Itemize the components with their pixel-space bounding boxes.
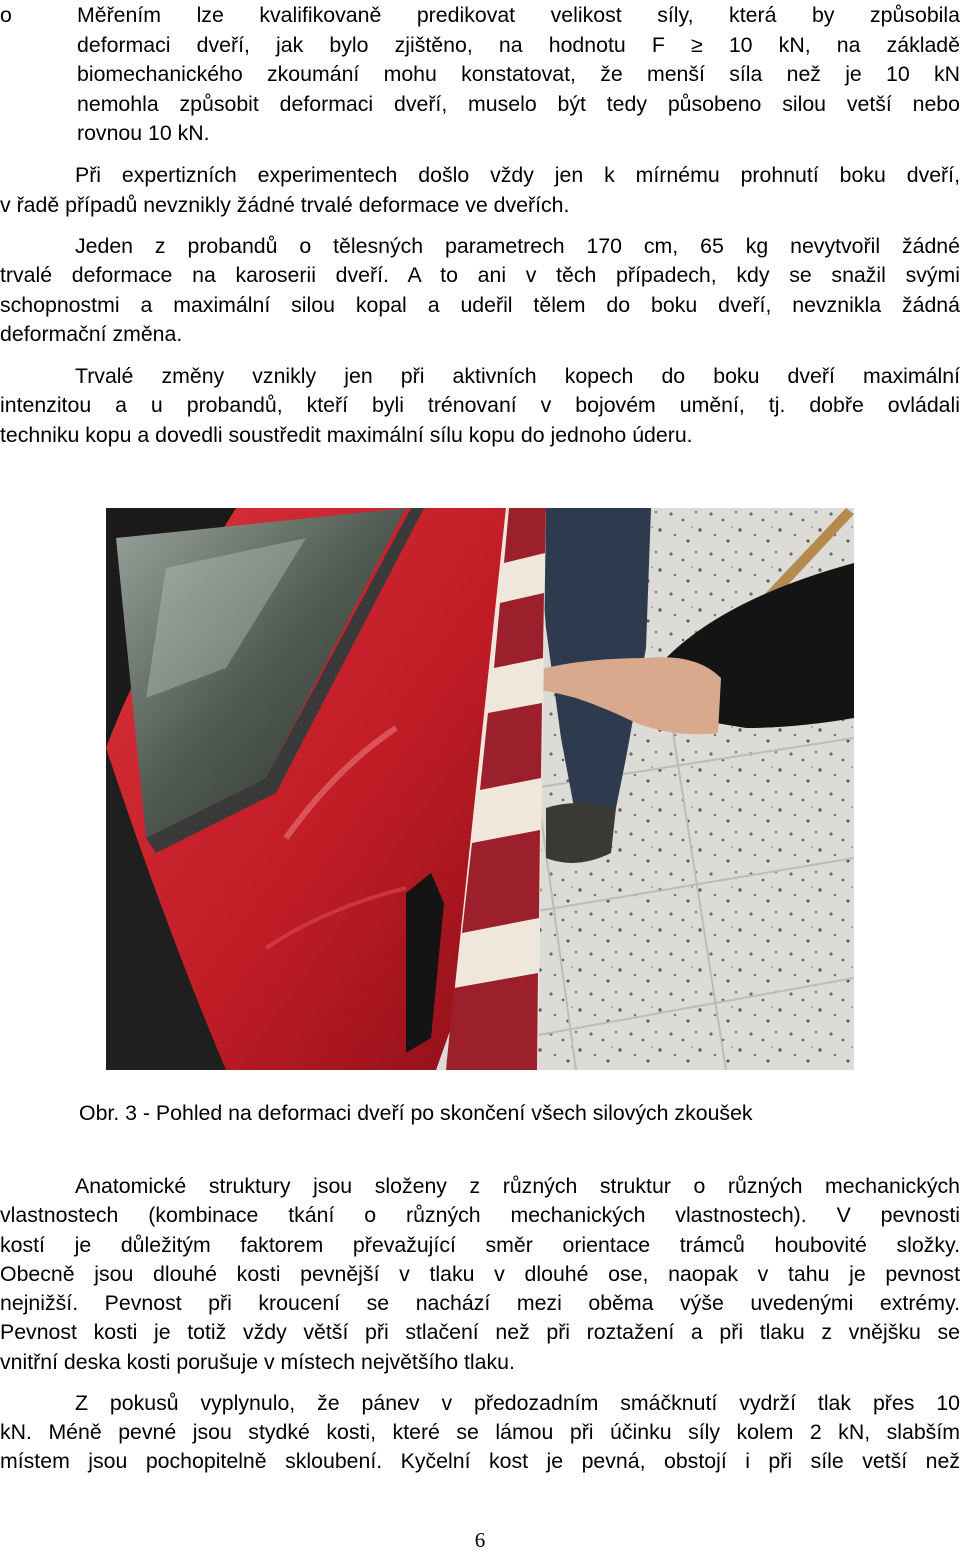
shoe bbox=[546, 803, 616, 863]
bullet-marker: o bbox=[0, 3, 12, 27]
text-line: Pevnost kosti je totiž vždy větší při stlačení než při roztažení a při tlaku z vnějšku se bbox=[0, 1320, 960, 1344]
text-line: Při expertizních experimentech došlo vždy jen k mírnému prohnutí boku dveří, bbox=[75, 163, 960, 187]
text-line: místem jsou pochopitelně skloubení. Kyčelní kost je pevná, obstojí i při síle vetší než bbox=[0, 1449, 960, 1473]
text-line: deformaci dveří, jak bylo zjištěno, na hodnotu F ≥ 10 kN, na základě bbox=[77, 33, 960, 57]
text-line: v řadě případů nevznikly žádné trvalé deformace ve dveřích. bbox=[0, 193, 570, 217]
text-line: Z pokusů vyplynulo, že pánev v předozadním smáčknutí vydrží tlak přes 10 bbox=[75, 1391, 960, 1415]
text-line: schopnostmi a maximální silou kopal a udeřil tělem do boku dveří, nevznikla žádná bbox=[0, 293, 960, 317]
door-deformation-photo bbox=[106, 508, 854, 1070]
text-line: Jeden z probandů o tělesných parametrech 170 cm, 65 kg nevytvořil žádné bbox=[75, 234, 960, 258]
page-number: 6 bbox=[474, 1528, 486, 1552]
text-line: Anatomické struktury jsou složeny z různých struktur o různých mechanických bbox=[75, 1174, 960, 1198]
text-line: Měřením lze kvalifikovaně predikovat velikost síly, která by způsobila bbox=[77, 3, 960, 27]
text-line: trvalé deformace na karoserii dveří. A to ani v těch případech, kdy se snažil svými bbox=[0, 263, 960, 287]
text-line: vlastnostech (kombinace tkání o různých mechanických vlastnostech). V pevnosti bbox=[0, 1203, 960, 1227]
text-line: techniku kopu a dovedli soustředit maximální sílu kopu do jednoho úderu. bbox=[0, 423, 693, 447]
text-line: deformační změna. bbox=[0, 322, 183, 346]
text-line: kN. Méně pevné jsou stydké kosti, které se lámou při účinku síly kolem 2 kN, slabším bbox=[0, 1420, 960, 1444]
text-line: kostí je důležitým faktorem převažující směr orientace trámců houbovité složky. bbox=[0, 1233, 960, 1257]
text-line: intenzitou a u probandů, kteří byli trénovaní v bojovém umění, tj. dobře ovládali bbox=[0, 393, 960, 417]
text-line: biomechanického zkoumání mohu konstatovat, že menší síla než je 10 kN bbox=[77, 62, 960, 86]
text-line: vnitřní deska kosti porušuje v místech největšího tlaku. bbox=[0, 1350, 515, 1374]
text-line: Obecně jsou dlouhé kosti pevnější v tlaku v dlouhé ose, naopak v tahu je pevnost bbox=[0, 1262, 960, 1286]
text-line: nemohla způsobit deformaci dveří, muselo být tedy působeno silou vetší nebo bbox=[77, 92, 960, 116]
figure-caption: Obr. 3 - Pohled na deformaci dveří po skončení všech silových zkoušek bbox=[79, 1101, 753, 1125]
text-line: nejnižší. Pevnost při kroucení se nachází mezi oběma výše uvedenými extrémy. bbox=[0, 1291, 960, 1315]
text-line: Trvalé změny vznikly jen při aktivních kopech do boku dveří maximální bbox=[75, 364, 960, 388]
text-line: rovnou 10 kN. bbox=[77, 121, 210, 145]
